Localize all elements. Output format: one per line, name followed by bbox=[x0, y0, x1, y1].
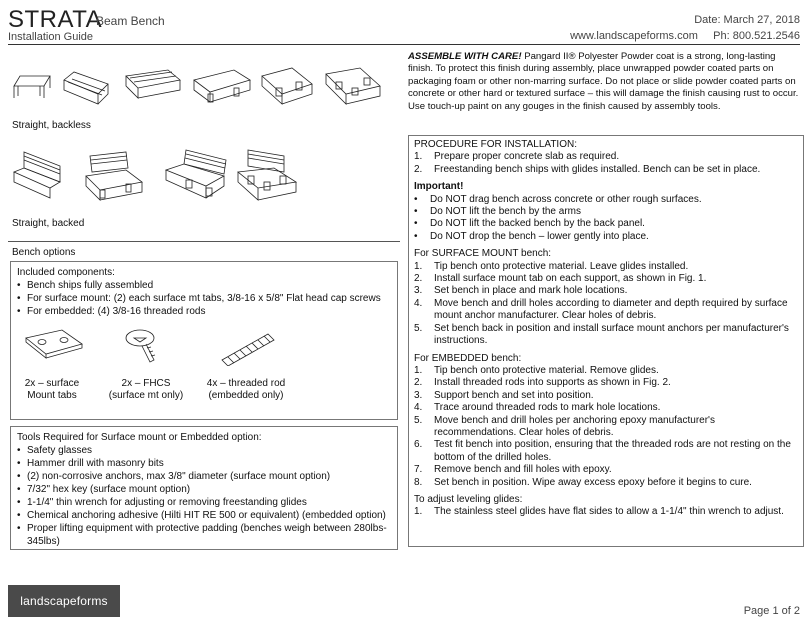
procedure-title: PROCEDURE FOR INSTALLATION: bbox=[414, 139, 577, 150]
page-number: Page 1 of 2 bbox=[743, 605, 800, 617]
assemble-with-care-notice bbox=[408, 51, 802, 113]
procedure-box bbox=[408, 135, 804, 547]
important-item: • Do NOT drop the bench – lower gently into place. bbox=[414, 230, 649, 242]
part-surface-mount-tabs: 2x – surface Mount tabs bbox=[24, 378, 80, 401]
procedure-step: 1. Prepare proper concrete slab as required. bbox=[414, 151, 620, 163]
threaded-rod-illustration bbox=[218, 330, 278, 366]
embedded-step: 5. Move bench and drill holes per anchoring epoxy manufacturer's recommendations. Clear holes of debris. bbox=[414, 414, 715, 438]
embedded-step: 6. Test fit bench into position, ensuring that the threaded rods are not resting on the bottom of the drilled holes. bbox=[414, 439, 791, 463]
backless-bench-sketch-5 bbox=[262, 68, 312, 104]
embedded-step: 4. Trace around threaded rods to mark hole locations. bbox=[414, 402, 661, 414]
list-item: • (2) non-corrosive anchors, max 3/8" diameter (surface mount option) bbox=[17, 470, 391, 483]
surface-mount-title: For SURFACE MOUNT bench: bbox=[414, 248, 552, 260]
list-item: • Hammer drill with masonry bits bbox=[17, 457, 391, 470]
list-item: • Bench ships fully assembled bbox=[17, 279, 391, 292]
backless-bench-sketch-2 bbox=[64, 72, 108, 104]
part-threaded-rod: 4x – threaded rod (embedded only) bbox=[206, 378, 286, 401]
caption-backless: Straight, backless bbox=[12, 120, 91, 131]
included-components-title: Included components: bbox=[17, 267, 115, 278]
embedded-title: For EMBEDDED bench: bbox=[414, 352, 522, 364]
leveling-glides-title: To adjust leveling glides: bbox=[414, 493, 523, 505]
document-date: Date: March 27, 2018 bbox=[694, 14, 800, 26]
backed-bench-sketch-1 bbox=[14, 152, 60, 198]
backless-bench-sketch-4 bbox=[194, 70, 250, 102]
backless-bench-illustrations bbox=[10, 62, 390, 122]
surface-step: 3. Set bench in place and mark hole locations. bbox=[414, 285, 628, 297]
website-phone: www.landscapeforms.com Ph: 800.521.2546 bbox=[570, 30, 800, 42]
document-subtitle: Installation Guide bbox=[8, 31, 93, 43]
part-fhcs: 2x – FHCS (surface mt only) bbox=[108, 378, 184, 401]
backed-bench-illustrations bbox=[10, 148, 390, 212]
included-components-list bbox=[17, 279, 391, 318]
backed-bench-sketch-4 bbox=[238, 150, 296, 200]
header-divider bbox=[8, 44, 800, 45]
list-item: • Chemical anchoring adhesive (Hilti HIT RE 500 or equivalent) (embedded option) bbox=[17, 509, 391, 522]
brand-title: STRATA bbox=[8, 6, 103, 33]
embedded-step: 7. Remove bench and fill holes with epoxy. bbox=[414, 464, 612, 476]
list-item: • For surface mount: (2) each surface mt tabs, 3/8-16 x 5/8" Flat head cap screws bbox=[17, 292, 391, 305]
tools-required-title: Tools Required for Surface mount or Embedded option: bbox=[17, 432, 262, 443]
procedure-step: 2. Freestanding bench ships with glides installed. Bench can be set in place. bbox=[414, 163, 761, 175]
section-divider bbox=[8, 241, 400, 242]
important-title: Important! bbox=[414, 181, 464, 193]
notice-heading: ASSEMBLE WITH CARE! bbox=[408, 51, 522, 62]
important-item: • Do NOT lift the backed bench by the back panel. bbox=[414, 218, 645, 230]
important-item: • Do NOT drag bench across concrete or other rough surfaces. bbox=[414, 193, 702, 205]
list-item: • 7/32" hex key (surface mount option) bbox=[17, 483, 391, 496]
surface-mount-tab-illustration bbox=[22, 326, 86, 362]
surface-step: 4. Move bench and drill holes according to diameter and depth required by surface mount anchor manufacturer. Clear holes of debris. bbox=[414, 297, 788, 322]
product-name: Beam Bench bbox=[96, 14, 165, 28]
backless-bench-sketch-3 bbox=[126, 70, 180, 98]
list-item: • Proper lifting equipment with protective padding (benches weigh between 280lbs-345lbs) bbox=[17, 522, 391, 548]
notice-text: Pangard II® Polyester Powder coat is a strong, long-lasting finish. To protect this finish during assembly, place unwrapped powder coated parts on packaging foam or other non-marring surface. Do not place or slide powder coated parts on concrete or other hard or textured surface – this will damage the finish causing rust to occur. Use touch-up paint on any gouges in the finish caused by assembly tools. bbox=[408, 51, 799, 112]
embedded-step: 1. Tip bench onto protective material. Remove glides. bbox=[414, 364, 659, 376]
list-item: • 1-1/4" thin wrench for adjusting or removing freestanding glides bbox=[17, 496, 391, 509]
tools-list bbox=[17, 444, 391, 548]
landscapeforms-logo: landscapeforms bbox=[8, 585, 120, 617]
tools-required-box bbox=[10, 426, 398, 550]
bench-options-title: Bench options bbox=[12, 247, 76, 258]
embedded-step: 2. Install threaded rods into supports as shown in Fig. 2. bbox=[414, 377, 671, 389]
backed-bench-sketch-2 bbox=[86, 152, 142, 200]
backed-bench-sketch-3 bbox=[166, 150, 226, 198]
surface-step: 1. Tip bench onto protective material. Leave glides installed. bbox=[414, 260, 689, 272]
important-item: • Do NOT lift the bench by the arms bbox=[414, 206, 581, 218]
backless-bench-sketch-1 bbox=[14, 76, 50, 98]
surface-step: 5. Set bench back in position and install surface mount anchors per manufacturer's instructions. bbox=[414, 322, 789, 347]
caption-backed: Straight, backed bbox=[12, 218, 85, 229]
flat-head-cap-screw-illustration bbox=[120, 326, 164, 366]
list-item: • Safety glasses bbox=[17, 444, 391, 457]
backless-bench-sketch-6 bbox=[326, 68, 380, 104]
embedded-step: 3. Support bench and set into position. bbox=[414, 389, 594, 401]
surface-step: 2. Install surface mount tab on each support, as shown in Fig. 1. bbox=[414, 273, 707, 285]
list-item: • For embedded: (4) 3/8-16 threaded rods bbox=[17, 305, 391, 318]
embedded-step: 8. Set bench in position. Wipe away excess epoxy before it begins to cure. bbox=[414, 476, 752, 488]
glides-step: 1. The stainless steel glides have flat sides to allow a 1-1/4" thin wrench to adjust. bbox=[414, 506, 784, 518]
